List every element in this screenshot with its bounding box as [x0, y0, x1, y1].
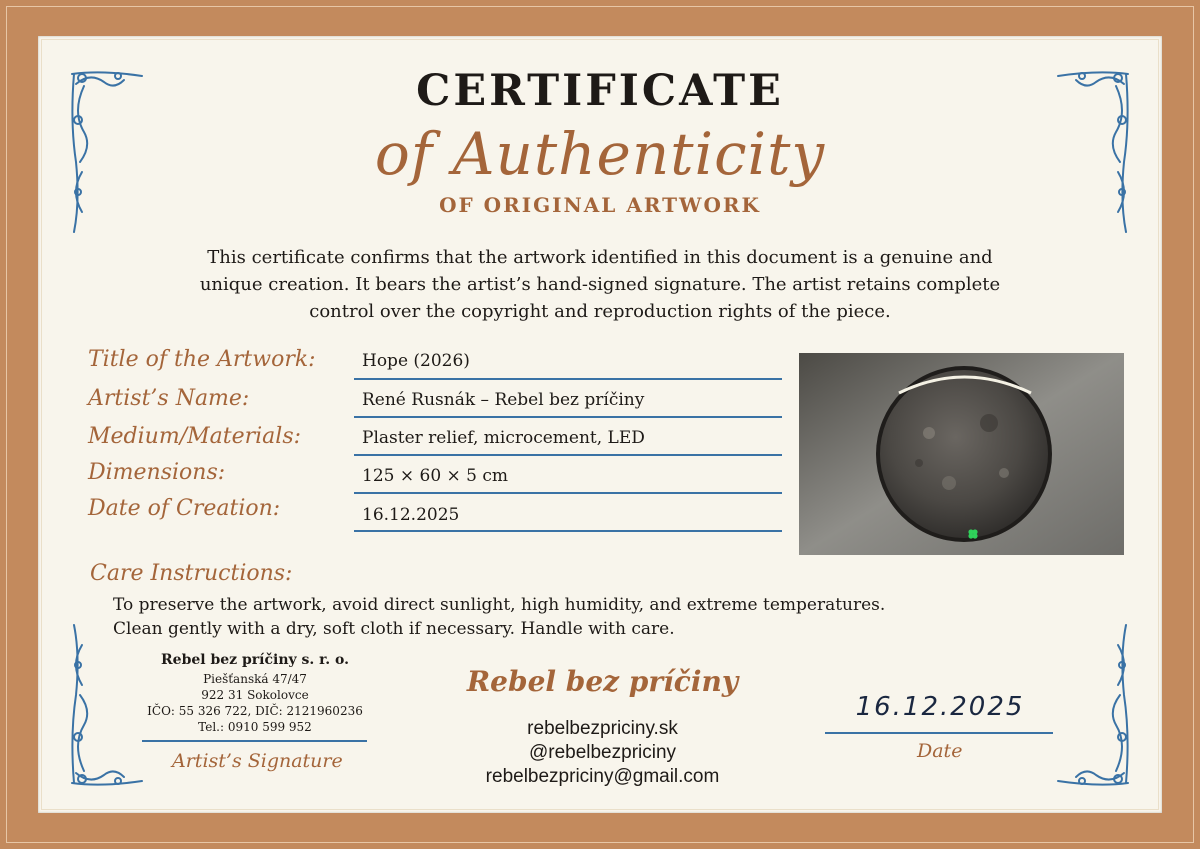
- certificate-subtitle: of Authenticity: [374, 120, 826, 188]
- email-text: rebelbezpriciny@gmail.com: [485, 766, 720, 787]
- company-stamp: [130, 652, 380, 735]
- brand-name: Rebel bez príčiny: [466, 665, 739, 698]
- certificate-title: CERTIFICATE: [416, 66, 784, 116]
- title-of-artwork-label: Title of the Artwork:: [88, 347, 316, 372]
- date-of-creation-label: Date of Creation:: [88, 496, 281, 521]
- artist-signature-label: Artist’s Signature: [172, 750, 343, 772]
- company-street: Piešťanská 47/47: [203, 672, 307, 686]
- title-of-artwork-value: Hope (2026): [362, 351, 470, 371]
- care-instructions-title: Care Instructions:: [90, 561, 293, 586]
- corner-ornament-bottom-right-icon: [1048, 620, 1138, 795]
- company-name: Rebel bez príčiny s. r. o.: [161, 652, 349, 668]
- date-of-creation-value: 16.12.2025: [362, 505, 460, 525]
- care-instructions-text: [113, 593, 885, 641]
- field-underline: [354, 492, 782, 494]
- medium-materials-value: Plaster relief, microcement, LED: [362, 428, 645, 448]
- company-ids: IČO: 55 326 722, DIČ: 2121960236: [147, 704, 363, 718]
- date-line: [825, 732, 1053, 734]
- date-label: Date: [917, 740, 963, 762]
- signature-line: [142, 740, 367, 742]
- intro-line: control over the copyright and reproduction rights of the piece.: [309, 301, 891, 322]
- dimensions-value: 125 × 60 × 5 cm: [362, 466, 509, 486]
- field-underline: [354, 454, 782, 456]
- company-city: 922 31 Sokolovce: [201, 688, 309, 702]
- certificate-tagline: OF ORIGINAL ARTWORK: [439, 193, 761, 217]
- social-handle-text: @rebelbezpriciny: [528, 742, 677, 763]
- dimensions-label: Dimensions:: [88, 460, 226, 485]
- field-underline: [354, 378, 782, 380]
- four-leaf-clover-icon: [967, 528, 979, 540]
- artist-name-value: René Rusnák – Rebel bez príčiny: [362, 390, 645, 410]
- handwritten-date: 16.12.2025: [855, 692, 1025, 722]
- field-underline: [354, 530, 782, 532]
- care-line: Clean gently with a dry, soft cloth if necessary. Handle with care.: [113, 619, 675, 639]
- medium-materials-label: Medium/Materials:: [88, 424, 302, 449]
- artist-name-label: Artist’s Name:: [88, 386, 250, 411]
- contact-block: [430, 717, 775, 789]
- care-line: To preserve the artwork, avoid direct sunlight, high humidity, and extreme temperatures.: [113, 595, 886, 615]
- artwork-photo: [799, 353, 1124, 555]
- company-phone: Tel.: 0910 599 952: [198, 720, 312, 734]
- website-text: rebelbezpriciny.sk: [527, 718, 678, 739]
- field-underline: [354, 416, 782, 418]
- intro-paragraph: [150, 244, 1050, 325]
- intro-line: unique creation. It bears the artist’s hand-signed signature. The artist retains complete: [199, 274, 1001, 295]
- intro-line: This certificate confirms that the artwork identified in this document is a genuine and: [207, 247, 993, 268]
